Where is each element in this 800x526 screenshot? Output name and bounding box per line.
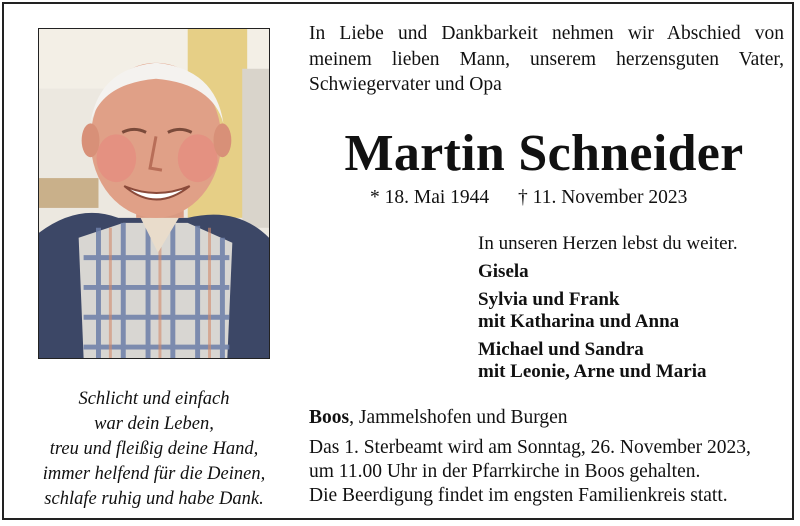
service-line: Die Beerdigung findet im engsten Familienkreis statt.: [309, 485, 728, 506]
intro-text: [309, 21, 784, 98]
birth-date: * 18. Mai 1944: [370, 187, 490, 208]
mourner-name: mit Leonie, Arne und Maria: [478, 361, 707, 382]
mourner-name: Michael und Sandra: [478, 339, 644, 360]
service-info: [309, 436, 789, 508]
service-line: Das 1. Sterbeamt wird am Sonntag, 26. November 2023,: [309, 437, 751, 458]
intro-line: Schwiegervater und Opa: [309, 74, 502, 95]
death-date: † 11. November 2023: [518, 187, 688, 208]
mourner-wife: [478, 261, 798, 283]
deceased-name: Martin Schneider: [344, 125, 744, 182]
obituary-notice: [2, 2, 794, 520]
poem-line: war dein Leben,: [94, 414, 214, 434]
poem-line: immer helfend für die Deinen,: [42, 464, 266, 484]
mourner-name: Gisela: [478, 261, 529, 282]
place-main: Boos: [309, 407, 350, 428]
place-rest: , Jammelshofen und Burgen: [349, 407, 568, 428]
mourner-family: [478, 339, 798, 383]
poem-line: schlafe ruhig und habe Dank.: [44, 489, 264, 509]
mourner-family: [478, 289, 798, 333]
mourners-list: [478, 233, 798, 383]
intro-line: meinem lieben Mann, unserem herzensguten Vater,: [309, 48, 784, 70]
poem-line: Schlicht und einfach: [78, 389, 230, 409]
motto: In unseren Herzen lebst du weiter.: [478, 233, 738, 254]
mourner-name: mit Katharina und Anna: [478, 311, 680, 332]
intro-line: In Liebe und Dankbarkeit nehmen wir Abschied von: [309, 23, 784, 44]
life-dates: [370, 185, 790, 211]
poem-line: treu und fleißig deine Hand,: [49, 439, 259, 459]
service-line: um 11.00 Uhr in der Pfarrkirche in Boos gehalten.: [309, 461, 701, 482]
mourner-name: Sylvia und Frank: [478, 289, 620, 310]
poem: [18, 387, 290, 512]
place-line: [309, 405, 789, 431]
portrait-photo-icon: [38, 28, 270, 359]
